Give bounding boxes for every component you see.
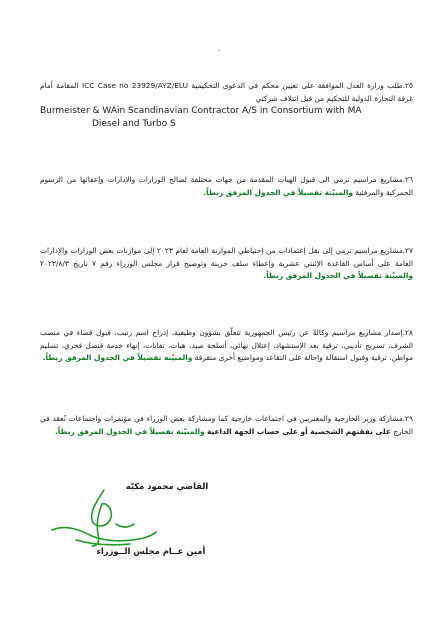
case-reference: 23929/AYZ/ELU — [131, 81, 189, 90]
item-26-text: مشاريع مراسيم ترمي الى قبول الهبات المقدمة من جهات مختلفة لصالح الوزارات والإدارات وإعفائها من الرسوم الجمركية والمرفئية — [40, 175, 413, 197]
page-mark: . — [218, 44, 221, 53]
signatory-title: أمين عــام مجلس الــوزراء — [96, 546, 206, 556]
item-27-text: مشاريع مراسيم ترمي إلى نقل إعتمادات من إحتياطي الموازنة العامة لعام ٢٠٢٣ إلى موازنات بعض الوزارات والإدارات العامة على أساس القاعدة الإثنتي عشرية وإعطاء سلف خزينة وتوضيح قرار مجلس الوزراء رقم ٧ تاريخ ٢٠٢٣/٨/٣ — [40, 246, 414, 268]
agenda-item-25 — [40, 80, 413, 130]
parties-line-1: Burmeister & WAin Scandinavian Contractor A/S in Consortium with MA — [40, 106, 362, 117]
item-29-emphasis: والمبيّنة تفصيلاً في الجدول المرفق ربطاً. — [54, 426, 205, 436]
item-number: ٢٧. — [402, 246, 413, 255]
item-25-arabic — [40, 80, 413, 105]
agenda-item-28 — [40, 327, 413, 365]
item-27-emphasis: والمبيّنة تفصيلاً في الجدول المرفق ربطاً. — [263, 271, 413, 281]
item-number: ٢٦. — [402, 175, 413, 184]
item-25-text-b: المقامة أمام غرفة التجارة الدولية للتحكيم من قبل ائتلاف شركتي — [40, 81, 413, 103]
item-number: ٢٨. — [402, 328, 413, 337]
agenda-item-29 — [40, 413, 413, 438]
item-26-emphasis: والمبيّنة تفصيلاً في الجدول المرفق ربطاً. — [203, 187, 353, 197]
parties-line-2: Diesel and Turbo S — [92, 118, 176, 129]
item-29-text: مشاركة وزير الخارجية والمغتربين في اجتماعات خارجية كما ومشاركة بعض الوزراء في مؤتمرات واجتماعات تُعقد في الخارج — [40, 414, 413, 436]
item-28-text: إصدار مشاريع مراسيم وكالةً عن رئيس الجمهورية تتعلّق بشؤون وظيفية، إدراج اسم رتيب، قبول قضاء في منصب الشرف، تسريح تأديبي، ترقية بعد الإستشهاد، إعتلال نهائي، أسلحة صيد، هبات، تفايات، إنهاء خدمة قنصل فخري، تسليم مواطن، ترقية وقبول استقالة وإحالة على التقاعد ومواضيع أخرى متفرقة — [40, 328, 413, 363]
agenda-item-27 — [40, 245, 413, 283]
item-28-emphasis: والمبيّنة تفصيلاً في الجدول المرفق ربطاً. — [42, 353, 193, 363]
agenda-item-26 — [40, 174, 413, 199]
item-number: ٢٥. — [402, 81, 413, 90]
item-29-bold-text: على نفقتهم الشخصية أو على حساب الجهة الداعية — [207, 426, 391, 436]
case-number: ICC Case no — [81, 81, 129, 90]
item-25-text-a: طلب وزارة العدل الموافقة على تعيين محكم في الدعوى التحكيمية — [191, 81, 403, 90]
item-number: ٢٩. — [402, 414, 413, 423]
signatory-name: القاضي محمود مكيّه — [125, 481, 209, 491]
signature-strokes — [52, 490, 156, 546]
